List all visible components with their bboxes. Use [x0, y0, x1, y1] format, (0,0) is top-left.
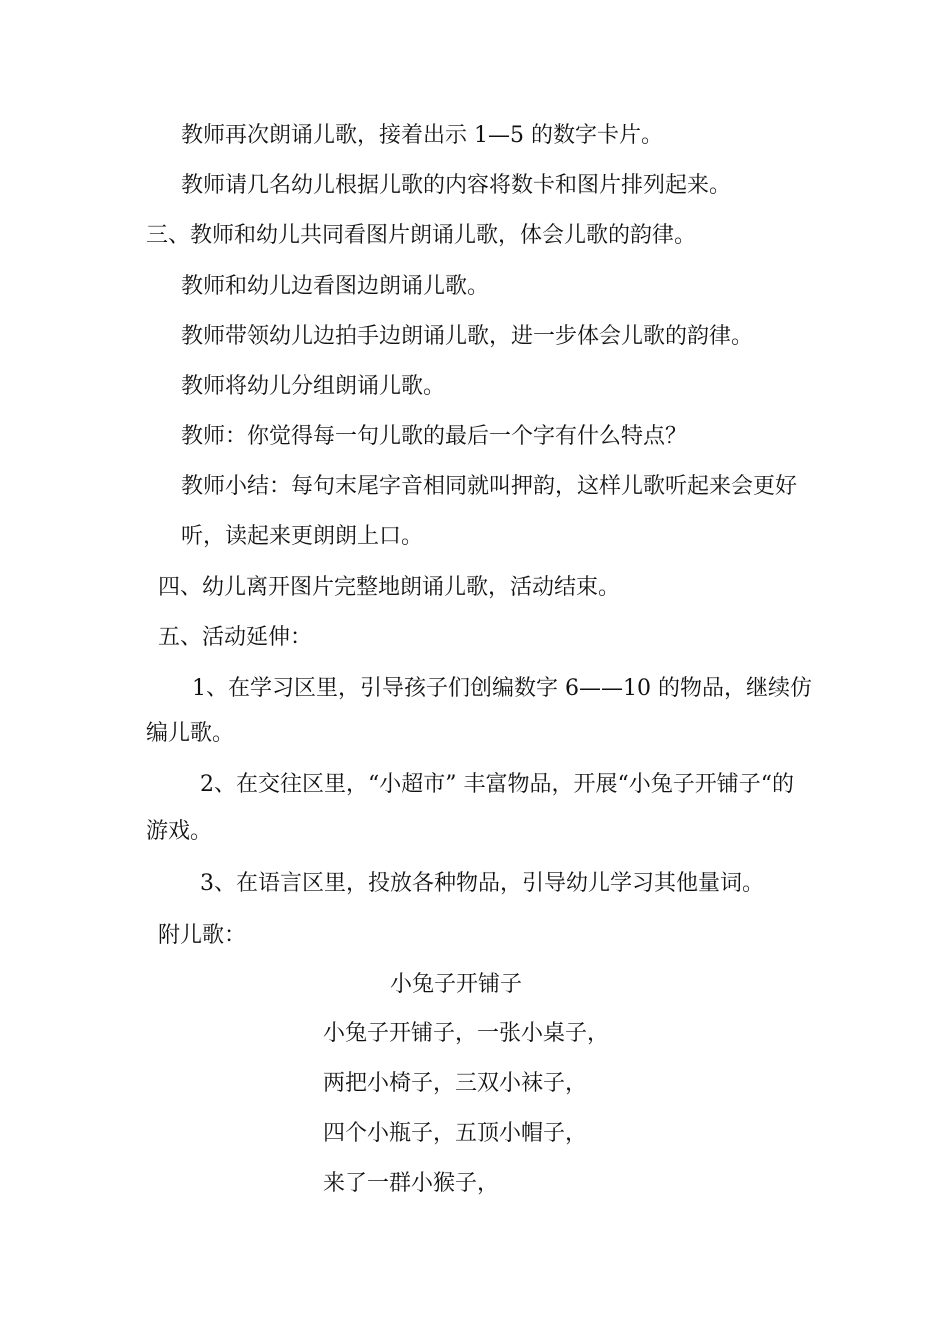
section-heading: 四、幼儿离开图片完整地朗诵儿歌，活动结束。	[158, 575, 621, 600]
paragraph-line: 教师请几名幼儿根据儿歌的内容将数卡和图片排列起来。	[181, 173, 732, 198]
poem-line: 来了一群小猴子，	[323, 1171, 500, 1196]
paragraph-line: 听，读起来更朗朗上口。	[181, 524, 424, 549]
paragraph-line: 教师：你觉得每一句儿歌的最后一个字有什么特点？	[181, 424, 688, 449]
section-heading: 五、活动延伸：	[158, 625, 313, 650]
list-item-line: 游戏。	[146, 819, 213, 844]
poem-line: 两把小椅子，三双小袜子，	[323, 1071, 588, 1096]
list-item-line: 2、在交往区里，“小超市” 丰富物品，开展“小兔子开铺子“的	[200, 772, 794, 797]
list-item-line: 编儿歌。	[146, 721, 235, 746]
paragraph-line: 教师将幼儿分组朗诵儿歌。	[181, 374, 446, 399]
section-heading: 三、教师和幼儿共同看图片朗诵儿歌，体会儿歌的韵律。	[146, 223, 697, 248]
paragraph-line: 教师再次朗诵儿歌，接着出示 1—5 的数字卡片。	[181, 123, 663, 148]
paragraph-line: 教师和幼儿边看图边朗诵儿歌。	[181, 274, 490, 299]
poem-title: 小兔子开铺子	[390, 972, 523, 997]
paragraph-line: 教师带领幼儿边拍手边朗诵儿歌，进一步体会儿歌的韵律。	[181, 324, 754, 349]
poem-line: 小兔子开铺子，一张小桌子，	[323, 1021, 610, 1046]
list-item-line: 3、在语言区里，投放各种物品，引导幼儿学习其他量词。	[200, 871, 764, 896]
paragraph-line: 教师小结：每句末尾字音相同就叫押韵，这样儿歌听起来会更好	[181, 474, 798, 499]
list-item-line: 1、在学习区里，引导孩子们创编数字 6——10 的物品，继续仿	[192, 676, 812, 701]
poem-line: 四个小瓶子，五顶小帽子，	[323, 1121, 588, 1146]
appendix-heading: 附儿歌：	[158, 923, 247, 948]
